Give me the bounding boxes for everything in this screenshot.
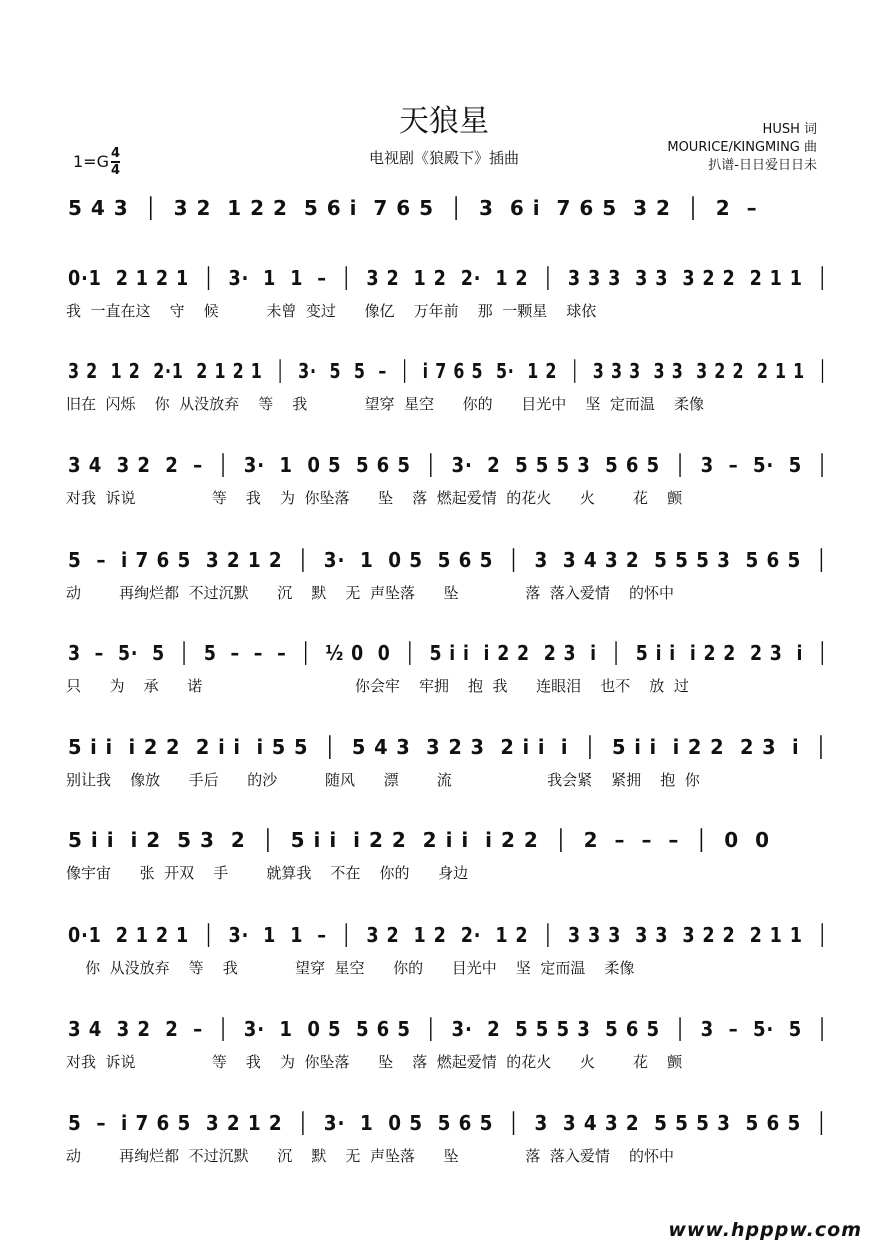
time-signature [111, 147, 120, 177]
notation-line: 5 i i i 2 2 2 i i i 5 5 │ 5 4 3 3 2 3 2 i i i │ 5 i i i 2 2 2 3 i │ [68, 735, 828, 759]
notation-line: 5 4 3 │ 3 2 1 2 2 5 6 i 7 6 5 │ 3 6 i 7 6 5 3 2 │ 2 – [68, 196, 758, 220]
composer: MOURICE/KINGMING 曲 [667, 140, 817, 155]
notation-line: 5 – i 7 6 5 3 2 1 2 │ 3· 1 0 5 5 6 5 │ 3 3 4 3 2 5 5 5 3 5 6 5 │ [68, 548, 828, 572]
notation-line: 0·1 2 1 2 1 │ 3· 1 1 – │ 3 2 1 2 2· 1 2 │ 3 3 3 3 3 3 2 2 2 1 1 │ [68, 266, 829, 290]
lyric-line: 动 再绚烂都 不过沉默 沉 默 无 声坠落 坠 落 落入爱情 的怀中 [66, 1147, 674, 1165]
notation-line: 3 4 3 2 2 – │ 3· 1 0 5 5 6 5 │ 3· 2 5 5 5 3 5 6 5 │ 3 – 5· 5 │ [68, 453, 829, 477]
notation-line: 5 i i i 2 5 3 2 │ 5 i i i 2 2 2 i i i 2 2 │ 2 – – – │ 0 0 [68, 828, 771, 852]
key-signature [73, 147, 120, 177]
notation-line: 3 4 3 2 2 – │ 3· 1 0 5 5 6 5 │ 3· 2 5 5 5 3 5 6 5 │ 3 – 5· 5 │ [68, 1017, 829, 1041]
notation-line: 3 2 1 2 2·1 2 1 2 1 │ 3· 5 5 – │ i 7 6 5 5· 1 2 │ 3 3 3 3 3 3 2 2 2 1 1 │ [68, 359, 828, 383]
song-title: 天狼星 [399, 104, 489, 139]
watermark: www.hpppw.com [668, 1219, 862, 1241]
notation-line: 3 – 5· 5 │ 5 – – – │ ½ 0 0 │ 5 i i i 2 2 2 3 i │ 5 i i i 2 2 2 3 i │ [68, 641, 829, 665]
key-label: 1=G [73, 152, 109, 172]
notation-line: 0·1 2 1 2 1 │ 3· 1 1 – │ 3 2 1 2 2· 1 2 │ 3 3 3 3 3 3 2 2 2 1 1 │ [68, 923, 829, 947]
transcriber: 扒谱-日日爱日日未 [708, 158, 817, 173]
lyricist: HUSH 词 [762, 122, 817, 137]
notation-line: 5 – i 7 6 5 3 2 1 2 │ 3· 1 0 5 5 6 5 │ 3 3 4 3 2 5 5 5 3 5 6 5 │ [68, 1111, 828, 1135]
lyric-line: 你 从没放弃 等 我 望穿 星空 你的 目光中 坚 定而温 柔像 [66, 959, 635, 977]
lyric-line: 对我 诉说 等 我 为 你坠落 坠 落 燃起爱情 的花火 火 花 颤 [66, 1053, 683, 1071]
lyric-line: 别让我 像放 手后 的沙 随风 漂 流 我会紧 紧拥 抱 你 [66, 771, 700, 789]
lyric-line: 像宇宙 张 开双 手 就算我 不在 你的 身边 [66, 864, 469, 882]
lyric-line: 旧在 闪烁 你 从没放弃 等 我 望穿 星空 你的 目光中 坚 定而温 柔像 [66, 395, 704, 413]
lyric-line: 只 为 承 诺 你会牢 牢拥 抱 我 连眼泪 也不 放 过 [66, 677, 689, 695]
time-bottom: 4 [110, 162, 121, 178]
credits [667, 121, 817, 175]
lyric-line: 对我 诉说 等 我 为 你坠落 坠 落 燃起爱情 的花火 火 花 颤 [66, 489, 683, 507]
lyric-line: 动 再绚烂都 不过沉默 沉 默 无 声坠落 坠 落 落入爱情 的怀中 [66, 584, 674, 602]
song-subtitle: 电视剧《狼殿下》插曲 [368, 149, 519, 167]
lyric-line: 我 一直在这 守 候 未曾 变过 像亿 万年前 那 一颗星 球依 [66, 302, 597, 320]
time-top: 4 [110, 146, 121, 161]
